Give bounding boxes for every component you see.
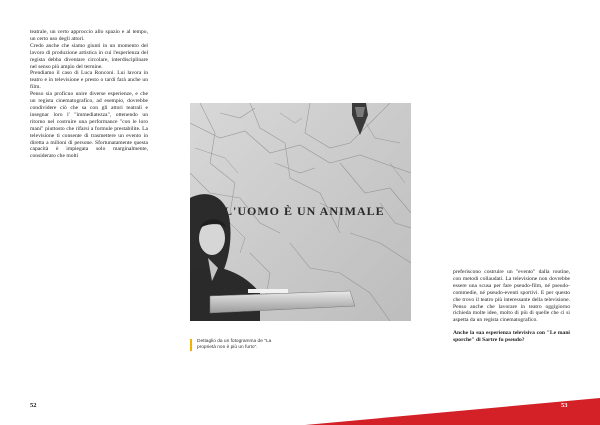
left-paragraph-2: Credo anche che siamo giunti in un momento del lavoro di produzione artistica in cui l'esperienza del regista debba diventare circolare, interdisciplinare nel senso più ampio del termine. — [30, 42, 148, 70]
left-paragraph-1: teatrale, un certo approccio allo spazio e al tempo, un certo uso degli attori. — [30, 29, 148, 42]
photo-caption: Dettaglio da un fotogramma de "La proprietà non è più un furto". — [190, 339, 279, 351]
left-paragraph-3: Prendiamo il caso di Luca Ronconi. Lui lavora in teatro e in televisione e presto o tardi farà anche un film. — [30, 70, 148, 91]
right-paragraph: preferiscono costruire un "evento" dalla routine, con metodi collaudati. La televisione non dovrebbe essere una scusa per fare pseudo-film, né pseudo-commedie, né pseudo-eventi sportivi. E per questo che trovo il teatro più interessante della televisione. Penso anche che lavorare in teatro oggigiorno richieda molte idee, molto di più di quelle che ci si aspetta da un regista cinematografico. — [453, 269, 570, 324]
left-paragraph-4: Penso sia proficuo unire diverse esperienze, e che un regista cinematografico, ad esempio, dovrebbe condividere ciò che sa con gli attori teatrali e insegnar loro l' "immediatezza", ottenendo un ritorno nel costruire una performance "con le loro mani" piuttosto che rifarsi a formule prestabilite. La televisione ti consente di trasmettere un evento in diretta a milioni di persone. Sfortunatamente questa capacità è impiegata solo marginalmente, considerato che molti — [30, 91, 148, 160]
page-number-right: 53 — [561, 402, 568, 409]
interview-question: Anche la sua esperienza televisiva con "Le mani sporche" di Sartre fu pseudo? — [453, 330, 570, 344]
sign-text: L'UOMO È UN ANIMALE — [224, 204, 385, 218]
page-number-left: 52 — [30, 402, 37, 409]
